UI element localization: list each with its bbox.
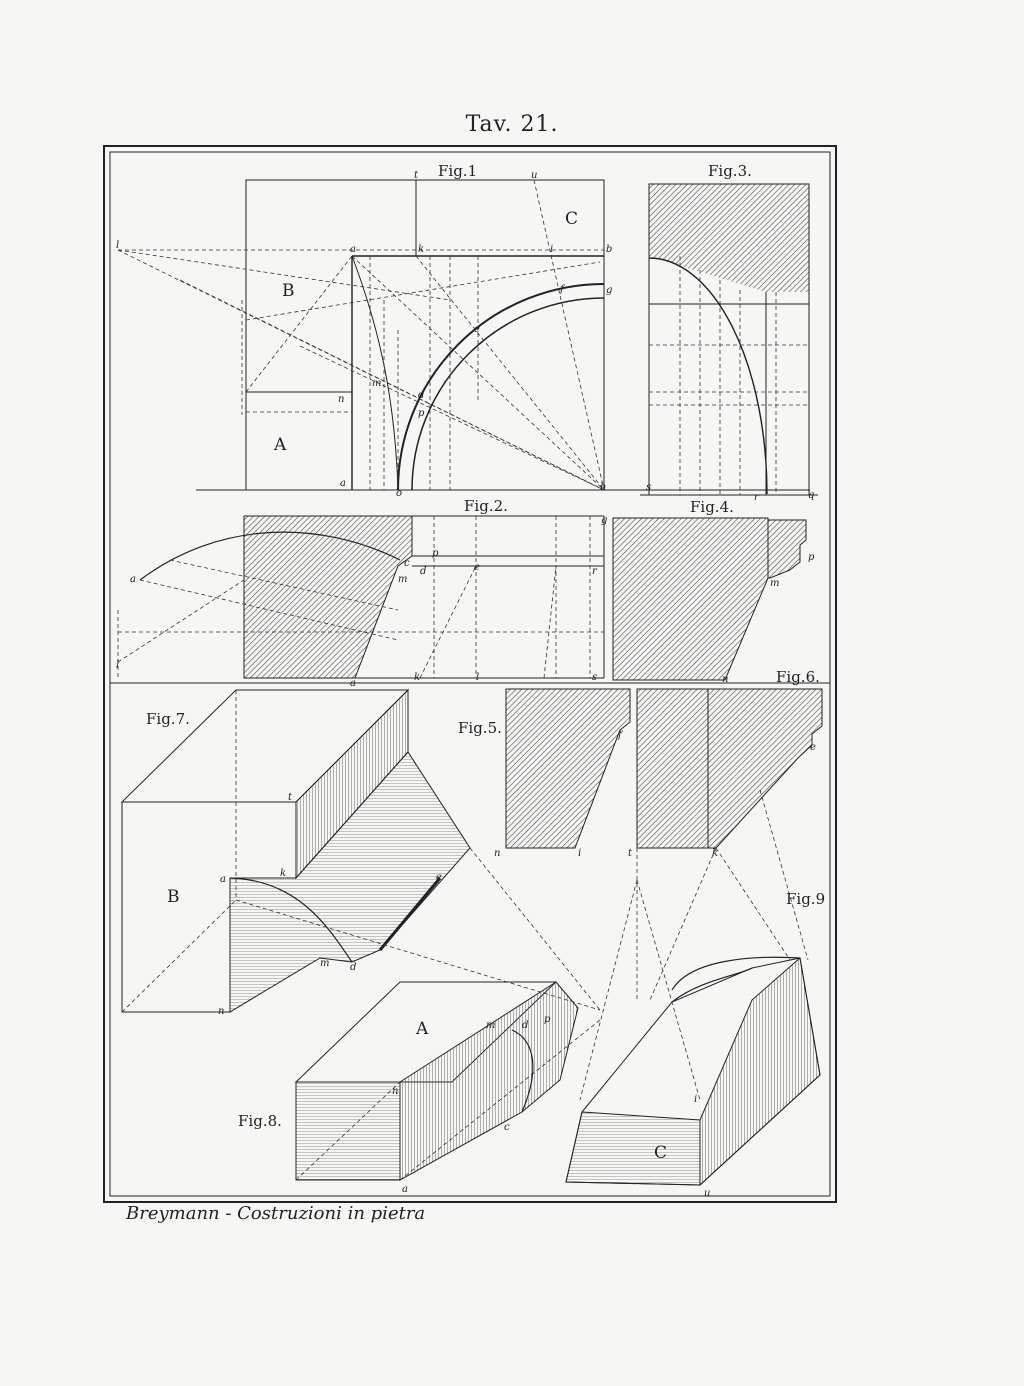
fig8-point-d: d (522, 1020, 529, 1031)
fig7-point-k: k (280, 868, 287, 879)
fig1-point-g: g (606, 285, 613, 296)
fig6-point-t: t (628, 848, 633, 859)
fig1-point-b: b (606, 244, 613, 255)
fig7-point-e: e (436, 872, 442, 883)
fig8-point-m: m (486, 1020, 496, 1031)
fig1-point-o: o (396, 488, 403, 499)
fig2-point-g: g (601, 515, 608, 526)
fig5-label: Fig.5. (458, 719, 502, 737)
fig2-point-e: e (474, 562, 480, 573)
fig1-point-d: d (418, 390, 425, 401)
fig4-point-m: m (770, 578, 780, 589)
fig1-point-u: u (531, 170, 538, 181)
fig5-point-n: n (494, 848, 501, 859)
fig2-point-l2: l (476, 672, 480, 683)
fig3-label: Fig.3. (708, 162, 752, 180)
fig8-region-a: A (416, 1019, 429, 1039)
fig1-point-e: e (474, 324, 480, 335)
fig2-point-l: l (116, 660, 120, 671)
fig1-point-t: t (414, 170, 419, 181)
fig2-point-k: k (414, 672, 421, 683)
fig5-point-i: i (578, 848, 582, 859)
fig2-point-a: a (130, 574, 136, 585)
fig9-point-u: u (704, 1188, 711, 1199)
fig9-region-c: C (654, 1143, 668, 1163)
fig7-region-b: B (167, 887, 180, 907)
fig1-point-l: l (116, 240, 120, 251)
fig8-drawing (296, 982, 600, 1180)
fig2-point-a2: a (350, 678, 356, 689)
fig4-point-n: n (722, 674, 729, 685)
fig4-point-p: p (808, 552, 815, 563)
fig1-point-m: m (372, 378, 382, 389)
fig6-label: Fig.6. (776, 668, 820, 686)
fig1-point-n: n (338, 394, 345, 405)
fig1-point-h: h (600, 482, 607, 493)
fig9-label: Fig.9 (786, 890, 826, 908)
fig7-point-t: t (288, 792, 293, 803)
fig1-point-a2: a (340, 478, 346, 489)
fig5-point-f: f (618, 730, 622, 741)
plate-title: Tav. 21. (465, 112, 559, 137)
fig2-point-c: c (404, 558, 410, 569)
fig1-region-c: C (565, 209, 579, 229)
fig8-point-p: p (544, 1014, 551, 1025)
fig2-drawing (118, 516, 604, 678)
fig7-point-d: d (350, 962, 357, 973)
fig7-point-m: m (320, 958, 330, 969)
fig8-point-c: c (504, 1122, 510, 1133)
fig1-point-k: k (418, 244, 425, 255)
fig2-point-r: r (592, 566, 597, 577)
fig8-point-a: a (402, 1184, 408, 1195)
fig2-point-s: s (592, 672, 598, 683)
fig1-point-i: i (550, 244, 554, 255)
fig2-label: Fig.2. (464, 497, 508, 515)
fig6-point-e: e (810, 742, 816, 753)
fig3-point-s: s (646, 482, 652, 493)
fig4-drawing (613, 518, 806, 680)
fig1-region-a: A (274, 435, 287, 455)
fig4-label: Fig.4. (690, 498, 734, 516)
fig6-drawing (637, 689, 822, 848)
fig8-label: Fig.8. (238, 1112, 282, 1130)
fig7-label: Fig.7. (146, 710, 190, 728)
fig3-point-q: q (808, 490, 815, 501)
fig3-point-r: r (754, 492, 759, 503)
fig6-point-k: k (712, 848, 719, 859)
fig8-point-n: n (392, 1086, 399, 1097)
fig2-point-m: m (398, 574, 408, 585)
fig1-point-p: p (418, 408, 425, 419)
fig2-point-p: p (432, 548, 439, 559)
fig1-point-a: a (350, 244, 356, 255)
fig3-drawing (640, 184, 818, 495)
fig7-point-a: a (220, 874, 226, 885)
fig1-point-f: f (560, 284, 564, 295)
fig5-drawing (506, 689, 630, 848)
fig9-drawing (566, 790, 820, 1185)
fig1-region-b: B (282, 281, 295, 301)
fig7-point-n: n (218, 1006, 225, 1017)
fig2-point-d: d (420, 566, 427, 577)
plate-caption: Breymann - Costruzioni in pietra (126, 1203, 426, 1224)
fig1-label: Fig.1 (438, 162, 478, 180)
fig9-point-i: i (694, 1094, 698, 1105)
